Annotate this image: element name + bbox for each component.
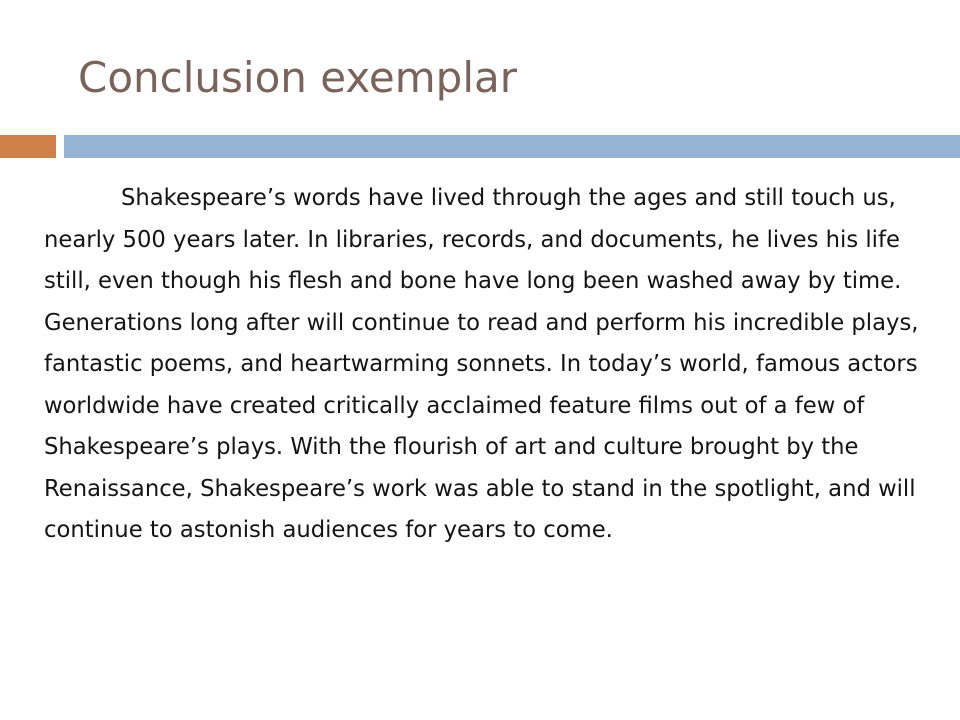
body-paragraph: Shakespeare’s words have lived through the ages and still touch us, nearly 500 years later. In libraries, records, and documents, he lives his life still, even though his flesh and bone have long been washed away by time. Generations long after will continue to read and perform his incredible plays, fantastic poems, and heartwarming sonnets. In today’s world, famous actors worldwide have created critically acclaimed feature films out of a few of Shakespeare’s plays. With the flourish of art and culture brought by the Renaissance, Shakespeare’s work was able to stand in the spotlight, and will continue to astonish audiences for years to come. bbox=[44, 185, 919, 543]
slide-title: Conclusion exemplar bbox=[78, 53, 517, 102]
header-divider-bar bbox=[64, 135, 960, 158]
accent-bar bbox=[0, 135, 56, 158]
